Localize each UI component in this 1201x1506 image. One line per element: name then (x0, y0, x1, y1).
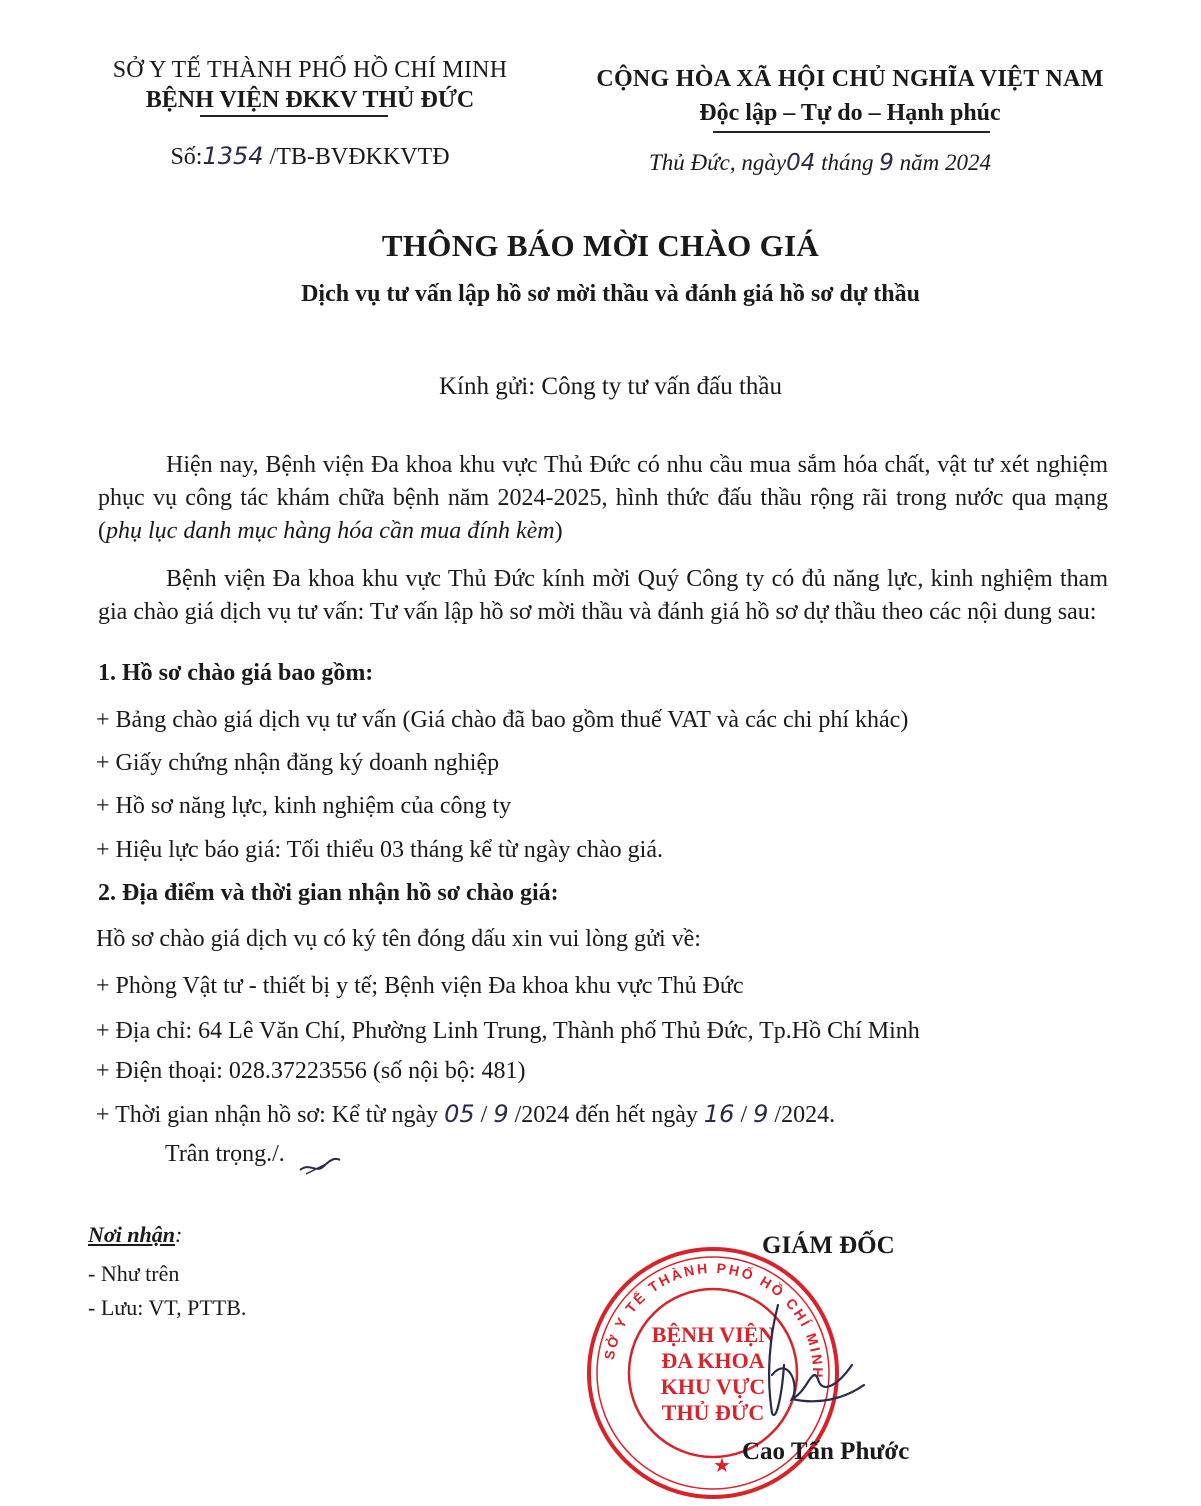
appendix-note: phụ lục danh mục hàng hóa cần mua đính kèm (106, 518, 555, 544)
section-2-intro: Hồ sơ chào giá dịch vụ có ký tên đóng dấu xin vui lòng gửi về: (96, 926, 701, 952)
section-1-item: + Hồ sơ năng lực, kinh nghiệm của công ty (96, 793, 512, 819)
document-subtitle: Dịch vụ tư vấn lập hồ sơ mời thầu và đánh giá hồ sơ dự thầu (301, 281, 920, 307)
section-1-heading: 1. Hồ sơ chào giá bao gồm: (98, 660, 374, 686)
document-title: THÔNG BÁO MỜI CHÀO GIÁ (381, 228, 820, 263)
stamp-ring-text: SỞ Y TẾ THÀNH PHỐ HỒ CHÍ MINH (600, 1259, 827, 1381)
section-2-item: + Điện thoại: 028.37223556 (số nội bộ: 481) (96, 1058, 526, 1084)
paragraph-intro: Hiện nay, Bệnh viện Đa khoa khu vực Thủ Đức có nhu cầu mua sắm hóa chất, vật tư xét nghiệm phục vụ công tác khám chữa bệnh năm 2024-2025, hình thức đấu thầu rộng rãi trong nước qua mạng (phụ lục danh mục hàng hóa cần mua đính kèm) (98, 452, 1108, 544)
issuer-organization: SỞ Y TẾ THÀNH PHỐ HỒ CHÍ MINH (112, 57, 508, 83)
closing: Trân trọng./. (165, 1141, 285, 1167)
issuer-underline (200, 115, 388, 117)
section-1-item: + Bảng chào giá dịch vụ tư vấn (Giá chào đã bao gồm thuế VAT và các chi phí khác) (96, 707, 909, 733)
republic-name: CỘNG HÒA XÃ HỘI CHỦ NGHĨA VIỆT NAM (596, 66, 1104, 92)
stamp-line: THỦ ĐỨC (661, 1400, 765, 1425)
initial-mark (296, 1148, 344, 1180)
greeting: Kính gửi: Công ty tư vấn đấu thầu (438, 373, 783, 400)
signatory-name: Cao Tấn Phước (742, 1438, 910, 1465)
recipients-title: Nơi nhận: (88, 1222, 183, 1247)
signatory-title: GIÁM ĐỐC (762, 1232, 895, 1259)
issuer-hospital: BỆNH VIỆN ĐKKV THỦ ĐỨC (145, 87, 475, 113)
paragraph-invitation: Bệnh viện Đa khoa khu vực Thủ Đức kính mời Quý Công ty có đủ năng lực, kinh nghiệm tham gia chào giá dịch vụ tư vấn: Tư vấn lập hồ sơ mời thầu và đánh giá hồ sơ dự thầu theo các nội dung sau: (98, 566, 1108, 625)
document-number-handwritten: 1354 (202, 142, 264, 170)
submission-period: + Thời gian nhận hồ sơ: Kể từ ngày 05 / 9 /2024 đến hết ngày 16 / 9 /2024. (96, 1100, 836, 1128)
motto-underline (713, 131, 990, 133)
section-2-heading: 2. Địa điểm và thời gian nhận hồ sơ chào giá: (98, 880, 559, 906)
date-day-handwritten: 04 (786, 150, 816, 176)
issuer-block (60, 55, 560, 115)
document-number: Số:1354 /TB-BVĐKKVTĐ (170, 142, 450, 170)
national-motto: Độc lập – Tự do – Hạnh phúc (699, 100, 1001, 126)
stamp-line: KHU VỰC (660, 1374, 766, 1399)
svg-text:★: ★ (713, 1455, 731, 1477)
national-header (560, 62, 1140, 130)
section-1-item: + Giấy chứng nhận đăng ký doanh nghiệp (96, 750, 500, 776)
handwritten-signature (748, 1295, 868, 1435)
recipient-item: - Như trên (88, 1261, 180, 1286)
stamp-line: BỆNH VIỆN (651, 1322, 775, 1347)
section-2-item: + Phòng Vật tư - thiết bị y tế; Bệnh viện Đa khoa khu vực Thủ Đức (96, 973, 744, 999)
section-1-item: + Hiệu lực báo giá: Tối thiểu 03 tháng kể từ ngày chào giá. (96, 837, 663, 863)
recipient-item: - Lưu: VT, PTTB. (88, 1295, 247, 1320)
stamp-line: ĐA KHOA (661, 1348, 765, 1373)
section-2-item: + Địa chỉ: 64 Lê Văn Chí, Phường Linh Trung, Thành phố Thủ Đức, Tp.Hồ Chí Minh (96, 1018, 920, 1044)
date-month-handwritten: 9 (879, 150, 894, 176)
document-date: Thủ Đức, ngày04 tháng 9 năm 2024 (648, 150, 992, 176)
